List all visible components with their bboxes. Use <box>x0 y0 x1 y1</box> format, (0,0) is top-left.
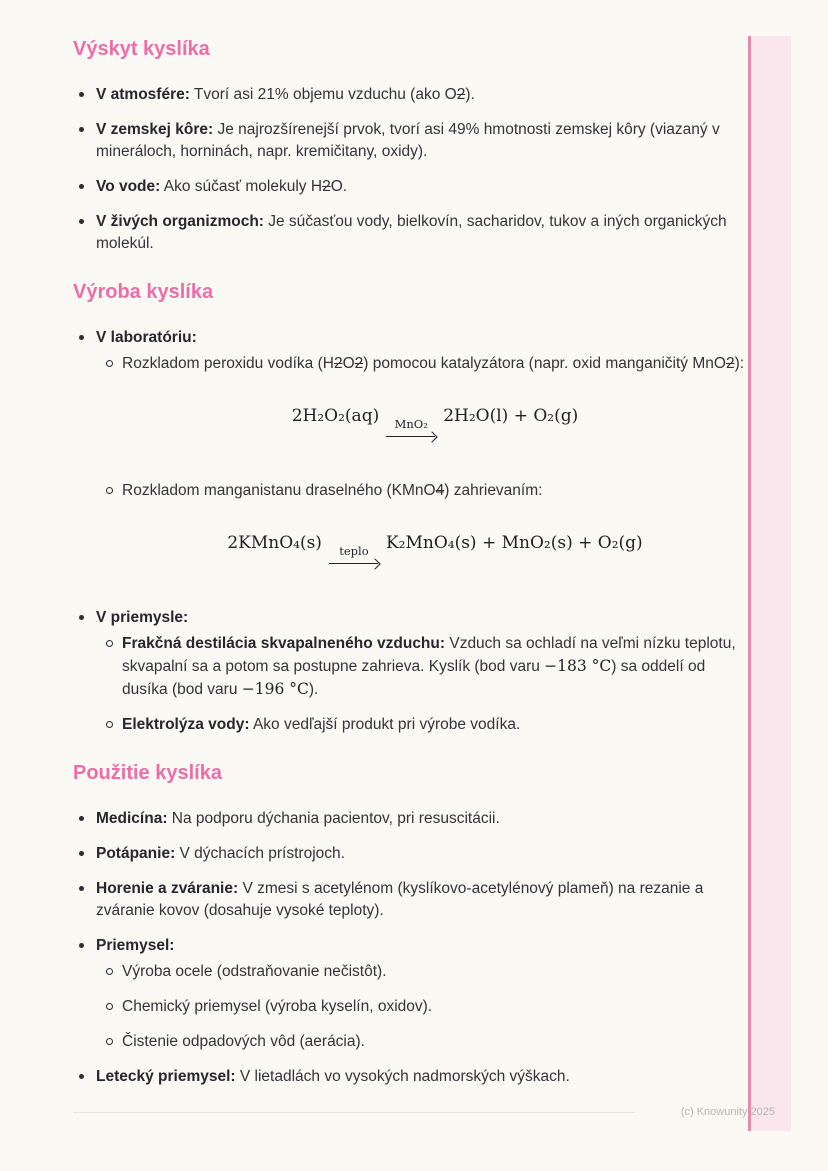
item-text: Je najrozšírenejší prvok, tvorí asi 49% hmotnosti zemskej kôry (viazaný v mineráloch, horninách, napr. kremičitany, oxidy). <box>96 121 720 160</box>
struck-subscript: 2 <box>354 355 364 372</box>
right-arrow-icon <box>386 432 436 442</box>
chemical-equation-permanganate <box>122 532 748 569</box>
bold-lead: V zemskej kôre: <box>96 121 214 138</box>
bold-lead: Potápanie: <box>96 845 176 862</box>
production-list <box>73 327 748 736</box>
item-text: Ako vedľajší produkt pri výrobe vodíka. <box>249 716 521 733</box>
bold-lead: V živých organizmoch: <box>96 213 264 230</box>
reaction-arrow <box>329 545 379 569</box>
list-item <box>73 607 748 736</box>
footer-divider <box>73 1112 635 1113</box>
arrow-condition-label: MnO₂ <box>394 417 428 431</box>
item-text: ) sa oddelí od dusíka (bod varu <box>122 658 706 698</box>
item-text: O <box>342 355 355 372</box>
sub-list-item <box>106 996 748 1018</box>
item-text: Rozkladom peroxidu vodíka (H <box>122 355 334 372</box>
sub-list-item <box>106 714 748 736</box>
item-text: Vzduch sa ochladí na veľmi nízku teplotu, skvapalní sa a potom sa postupne zahrieva. Kyslík (bod varu <box>122 635 736 675</box>
bold-lead: Horenie a zváranie: <box>96 880 239 897</box>
list-item <box>73 843 748 865</box>
sub-list-item <box>106 353 748 442</box>
section-heading-usage: Použitie kyslíka <box>73 762 222 784</box>
industry-sublist <box>96 633 748 736</box>
item-text: Ako súčasť molekuly H <box>160 178 323 195</box>
reaction-arrow <box>386 418 436 442</box>
bold-lead: V priemysle: <box>96 609 189 626</box>
bold-lead: V laboratóriu: <box>96 329 197 346</box>
list-item <box>73 84 748 106</box>
section-heading-production: Výroba kyslíka <box>73 281 214 303</box>
usage-list <box>73 808 748 1088</box>
equation-rhs: K₂MnO₄(s) + MnO₂(s) + O₂(g) <box>385 533 643 553</box>
equation-rhs: 2H₂O(l) + O₂(g) <box>443 406 579 426</box>
bold-lead: Elektrolýza vody: <box>122 716 250 733</box>
item-text: V dýchacích prístrojoch. <box>175 845 345 862</box>
occurrence-list <box>73 84 748 255</box>
item-text: O. <box>330 178 348 195</box>
struck-subscript: 2 <box>333 355 343 372</box>
struck-subscript: 2 <box>725 355 735 372</box>
equation-lhs: 2KMnO₄(s) <box>227 533 322 553</box>
temperature-value: −196 °C <box>241 680 309 698</box>
bold-lead: Vo vode: <box>96 178 161 195</box>
item-text: Je súčasťou vody, bielkovín, sacharidov, tukov a iných organických molekúl. <box>96 213 727 252</box>
list-item <box>73 935 748 1053</box>
arrow-condition-label: teplo <box>339 544 369 558</box>
right-arrow-icon <box>329 559 379 569</box>
list-item <box>73 1066 748 1088</box>
usage-industry-sublist <box>96 961 748 1053</box>
list-item <box>73 878 748 922</box>
side-stripe-decoration <box>748 36 791 1131</box>
list-item <box>73 327 748 569</box>
item-text: Výroba ocele (odstraňovanie nečistôt). <box>122 963 387 980</box>
item-text: ): <box>734 355 745 372</box>
list-item <box>73 119 748 163</box>
item-text: Rozkladom manganistanu draselného (KMnO <box>122 482 436 499</box>
list-item <box>73 176 748 198</box>
bold-lead: Letecký priemysel: <box>96 1068 236 1085</box>
list-item <box>73 808 748 830</box>
lab-sublist <box>96 353 748 569</box>
bold-lead: V atmosfére: <box>96 86 190 103</box>
item-text: ). <box>465 86 475 103</box>
item-text: ). <box>308 681 319 698</box>
struck-subscript: 2 <box>456 86 466 103</box>
page-footer <box>73 1106 775 1119</box>
item-text: Čistenie odpadových vôd (aerácia). <box>122 1033 365 1050</box>
sub-list-item <box>106 961 748 983</box>
equation-lhs: 2H₂O₂(aq) <box>291 406 380 426</box>
bold-lead: Medicína: <box>96 810 168 827</box>
struck-subscript: 2 <box>322 178 331 195</box>
item-text: Chemický priemysel (výroba kyselín, oxidov). <box>122 998 433 1015</box>
item-text: Na podporu dýchania pacientov, pri resuscitácii. <box>167 810 500 827</box>
struck-subscript: 4 <box>435 482 445 499</box>
item-text: V zmesi s acetylénom (kyslíkovo-acetylénový plameň) na rezanie a zváranie kovov (dosahuje vysoké teploty). <box>96 880 704 919</box>
section-heading-occurrence: Výskyt kyslíka <box>73 38 210 60</box>
sub-list-item <box>106 480 748 569</box>
list-item <box>73 211 748 255</box>
temperature-value: −183 °C <box>544 657 612 675</box>
item-text: ) zahrievaním: <box>444 482 543 499</box>
sub-list-item <box>106 1031 748 1053</box>
notes-content <box>73 36 775 1119</box>
item-text: Tvorí asi 21% objemu vzduchu (ako O <box>189 86 457 103</box>
copyright-text: (c) Knowunity 2025 <box>680 1106 775 1118</box>
chemical-equation-peroxide <box>122 405 748 442</box>
sub-list-item <box>106 633 748 701</box>
item-text: ) pomocou katalyzátora (napr. oxid manganičitý MnO <box>363 355 726 372</box>
item-text: V lietadlách vo vysokých nadmorských výškach. <box>235 1068 570 1085</box>
bold-lead: Frakčná destilácia skvapalneného vzduchu: <box>122 635 446 652</box>
bold-lead: Priemysel: <box>96 937 175 954</box>
